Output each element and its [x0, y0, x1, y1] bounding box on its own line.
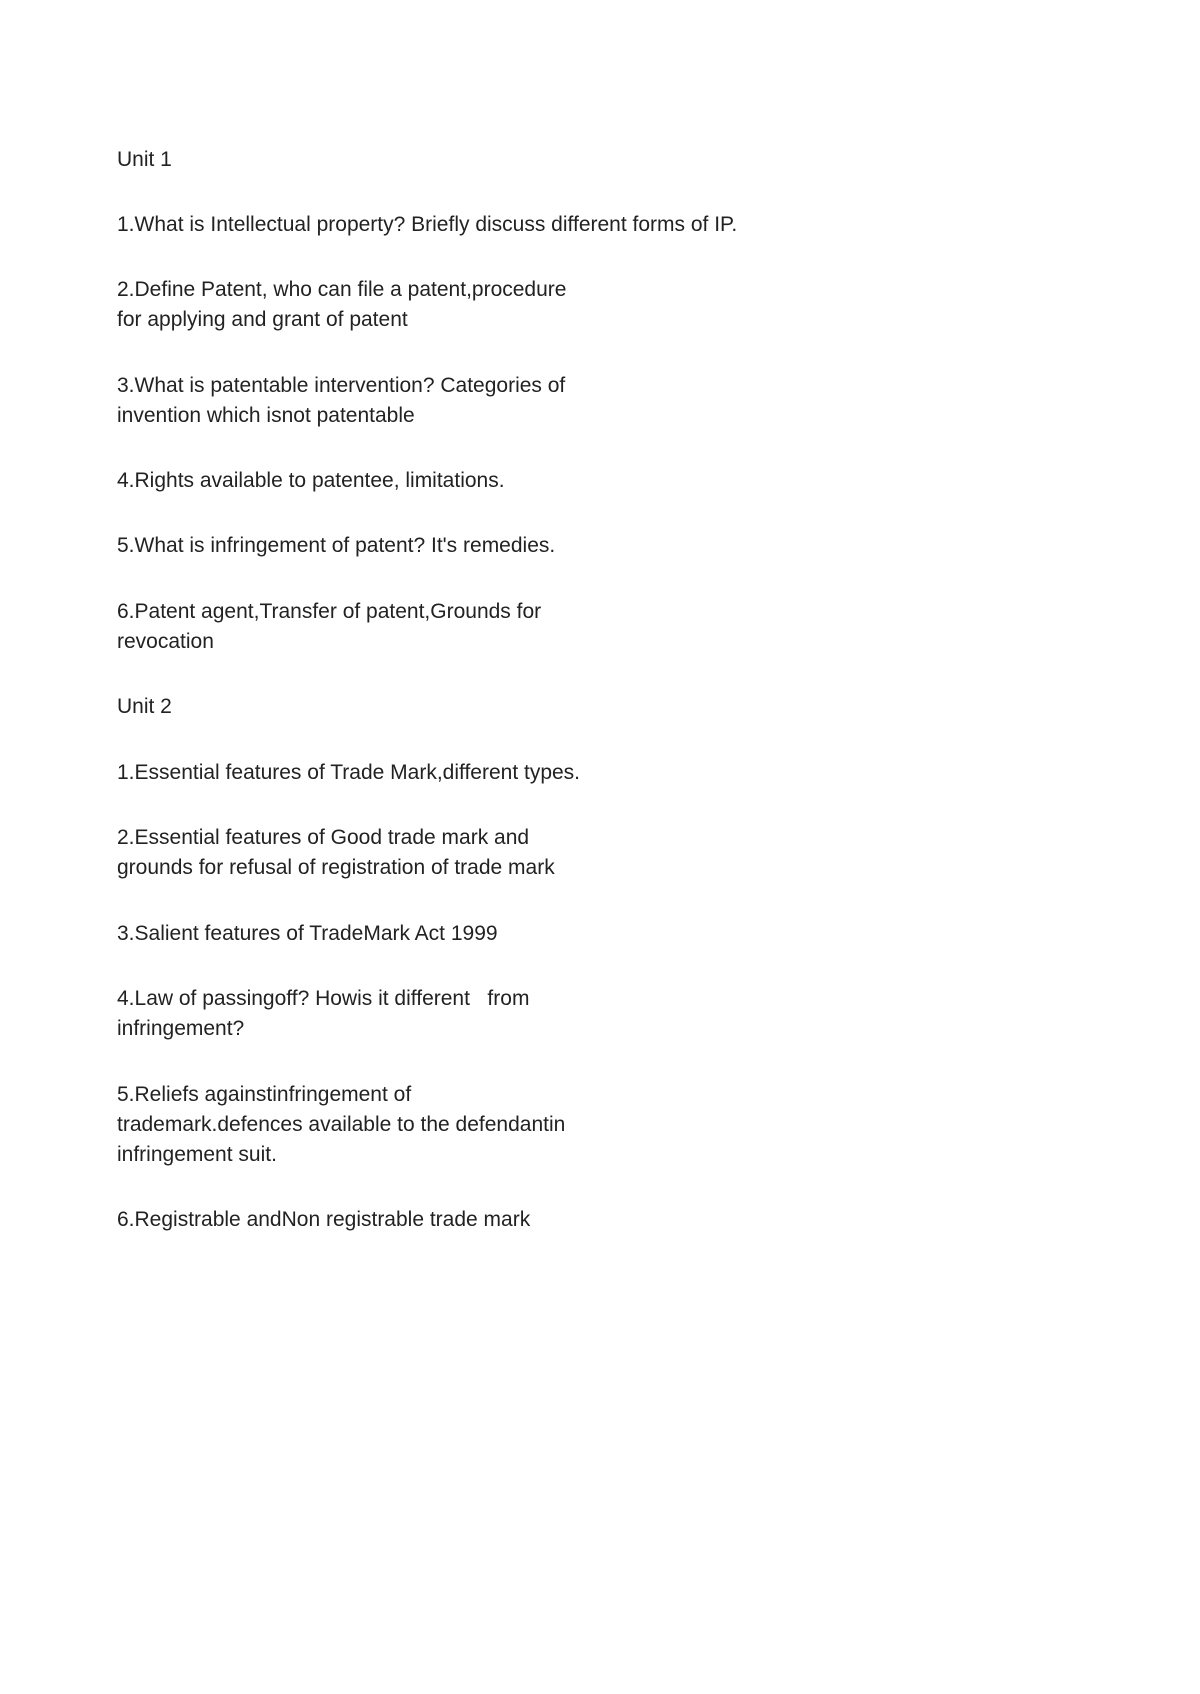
- unit-1-question-6-line-2: revocation: [117, 630, 214, 653]
- unit-1-question-1: 1.What is Intellectual property? Briefly discuss different forms of IP.: [117, 213, 738, 236]
- unit-2-question-6: 6.Registrable andNon registrable trade mark: [117, 1208, 531, 1231]
- unit-2-question-2-line-1: 2.Essential features of Good trade mark and: [117, 826, 530, 849]
- unit-2-question-1: 1.Essential features of Trade Mark,different types.: [117, 761, 581, 784]
- unit-2-question-5-line-3: infringement suit.: [117, 1143, 277, 1166]
- unit-2-question-5-line-1: 5.Reliefs againstinfringement of: [117, 1083, 412, 1106]
- unit-2-question-4-line-1: 4.Law of passingoff? Howis it different from: [117, 987, 530, 1010]
- unit-2-question-2-line-2: grounds for refusal of registration of trade mark: [117, 856, 555, 879]
- unit-1-question-2-line-2: for applying and grant of patent: [117, 308, 408, 331]
- unit-2-heading: Unit 2: [117, 695, 172, 718]
- unit-1-question-3-line-2: invention which isnot patentable: [117, 404, 415, 427]
- unit-1-question-5: 5.What is infringement of patent? It's remedies.: [117, 534, 556, 557]
- unit-2-question-4-line-2: infringement?: [117, 1017, 245, 1040]
- unit-2-question-5-line-2: trademark.defences available to the defendantin: [117, 1113, 566, 1136]
- unit-1-question-4: 4.Rights available to patentee, limitations.: [117, 469, 505, 492]
- unit-2-question-3: 3.Salient features of TradeMark Act 1999: [117, 922, 498, 945]
- unit-1-question-6-line-1: 6.Patent agent,Transfer of patent,Grounds for: [117, 600, 542, 623]
- unit-1-heading: Unit 1: [117, 148, 172, 171]
- unit-1-question-3-line-1: 3.What is patentable intervention? Categories of: [117, 374, 566, 397]
- unit-1-question-2-line-1: 2.Define Patent, who can file a patent,procedure: [117, 278, 567, 301]
